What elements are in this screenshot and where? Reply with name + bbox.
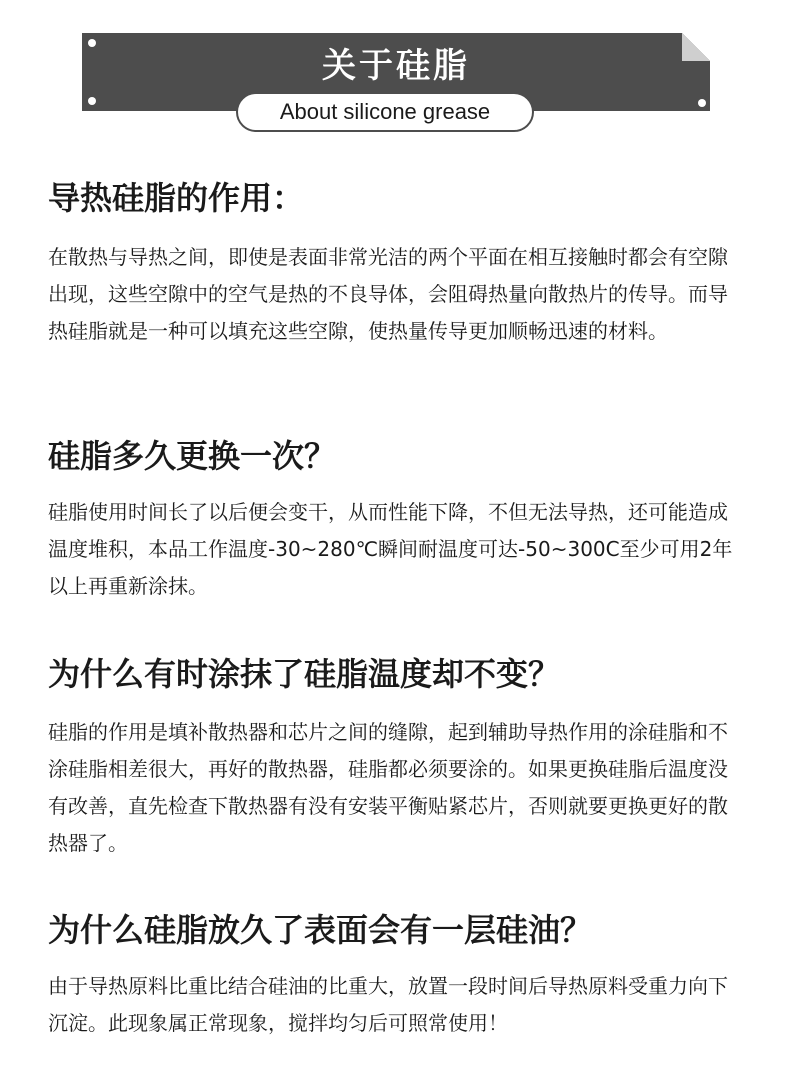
- section-body: 在散热与导热之间，即使是表面非常光洁的两个平面在相互接触时都会有空隙出现，这些空隙中的空气是热的不良导体，会阻碍热量向散热片的传导。而导热硅脂就是一种可以填充这些空隙，使热量传导更加顺畅迅速的材料。: [48, 245, 728, 343]
- section-function: [48, 176, 748, 350]
- section-body: 硅脂的作用是填补散热器和芯片之间的缝隙，起到辅助导热作用的涂硅脂和不涂硅脂相差很大，再好的散热器，硅脂都必须要涂的。如果更换硅脂后温度没有改善，直先检查下散热器有没有安装平衡贴紧芯片，否则就要更换更好的散热器了。: [48, 720, 728, 855]
- banner-dot-bottom-right: [698, 99, 706, 107]
- section-heading: 导热硅脂的作用：: [48, 179, 305, 217]
- section-replacement: [48, 434, 748, 605]
- section-silicone-oil: [48, 908, 748, 1042]
- section-heading: 为什么有时涂抹了硅脂温度却不变？: [48, 655, 561, 693]
- section-body: 由于导热原料比重比结合硅油的比重大，放置一段时间后导热原料受重力向下沉淀。此现象属正常现象，搅拌均匀后可照常使用！: [48, 974, 728, 1035]
- banner-title: 关于硅脂: [322, 46, 470, 86]
- banner-dot-bottom-left: [88, 97, 96, 105]
- section-body: 硅脂使用时间长了以后便会变干，从而性能下降，不但无法导热，还可能造成温度堆积，本品工作温度-30~280℃瞬间耐温度可达-50~300C至少可用2年以上再重新涂抹。: [48, 500, 733, 598]
- section-heading: 硅脂多久更换一次？: [48, 437, 337, 475]
- banner-subtitle: About silicone grease: [236, 92, 534, 132]
- section-heading: 为什么硅脂放久了表面会有一层硅油？: [48, 911, 593, 949]
- section-temperature: [48, 652, 748, 862]
